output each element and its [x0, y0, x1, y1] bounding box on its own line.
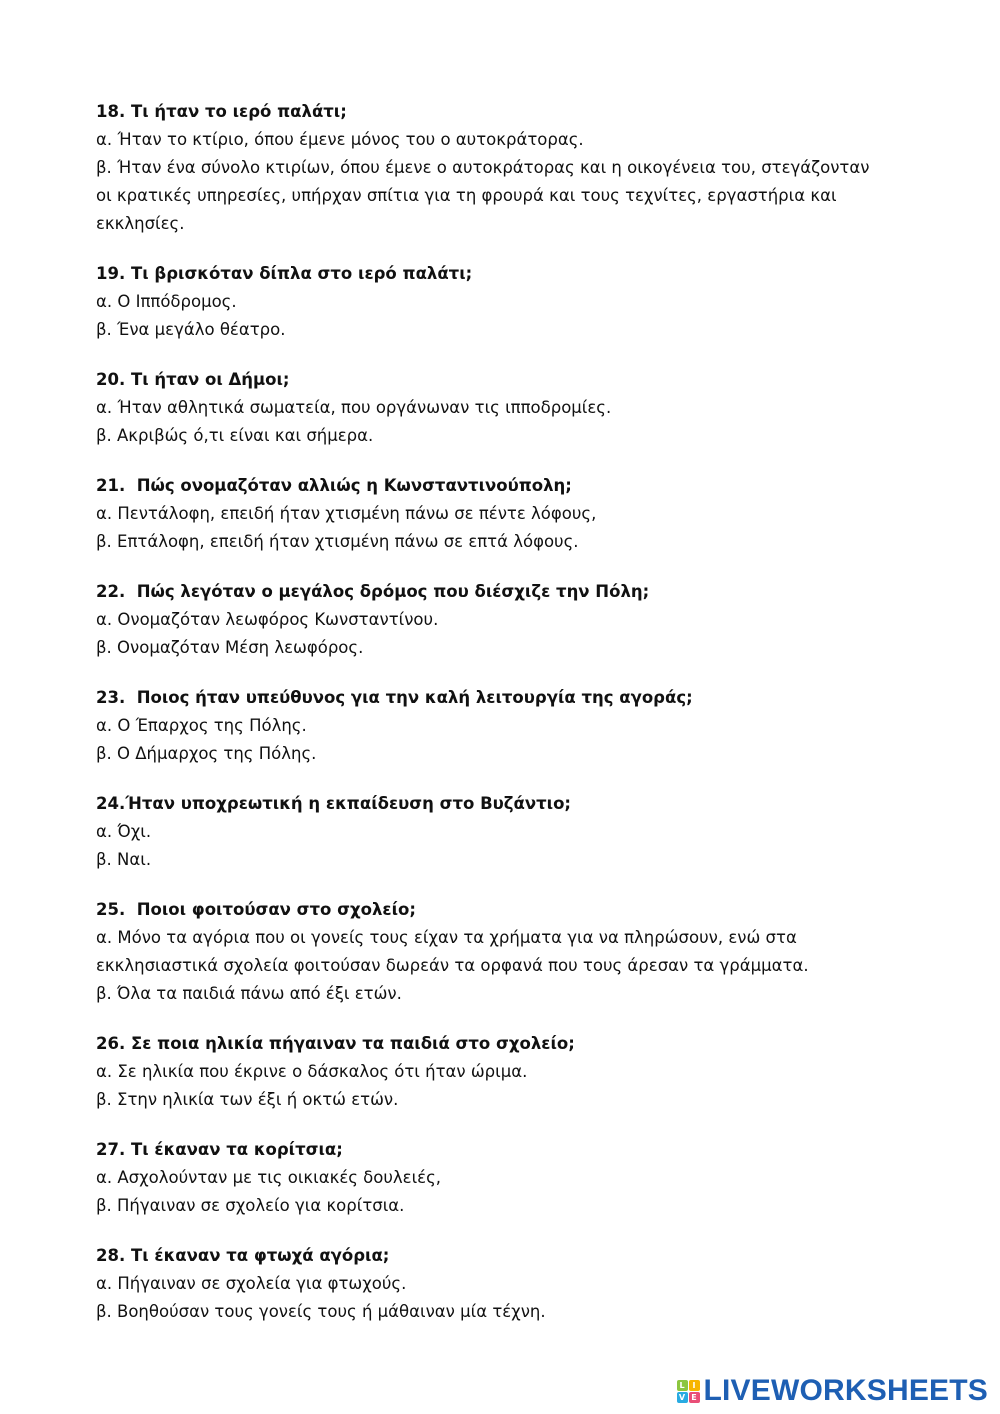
answer-option-b[interactable]: β. Όλα τα παιδιά πάνω από έξι ετών. — [96, 984, 402, 1003]
question-title: 26. Σε ποια ηλικία πήγαιναν τα παιδιά στο σχολείο; — [96, 1034, 575, 1053]
answer-option-b[interactable]: β. Βοηθούσαν τους γονείς τους ή μάθαιναν μία τέχνη. — [96, 1302, 546, 1321]
question-28 — [96, 1242, 886, 1326]
logo-letter-e: E — [689, 1392, 700, 1403]
answer-option-a[interactable]: α. Ήταν το κτίριο, όπου έμενε μόνος του ο αυτοκράτορας. — [96, 130, 584, 149]
answer-option-b[interactable]: β. Ήταν ένα σύνολο κτιρίων, όπου έμενε ο αυτοκράτορας και η οικογένεια του, στεγάζονταν οι κρατικές υπηρεσίες, υπήρχαν σπίτια για τη φρουρά και τους τεχνίτες, εργαστήρια και εκκλησίες. — [96, 158, 870, 233]
question-title: 20. Τι ήταν οι Δήμοι; — [96, 370, 290, 389]
question-24 — [96, 790, 886, 874]
question-23 — [96, 684, 886, 768]
liveworksheets-logo — [677, 1374, 989, 1408]
question-title: 28. Τι έκαναν τα φτωχά αγόρια; — [96, 1246, 390, 1265]
answer-option-a[interactable]: α. Ασχολούνταν με τις οικιακές δουλειές, — [96, 1168, 442, 1187]
question-title: 18. Τι ήταν το ιερό παλάτι; — [96, 102, 347, 121]
answer-option-b[interactable]: β. Ακριβώς ό,τι είναι και σήμερα. — [96, 426, 374, 445]
question-title: 25. Ποιοι φοιτούσαν στο σχολείο; — [96, 900, 416, 919]
answer-option-a[interactable]: α. Ονομαζόταν λεωφόρος Κωνσταντίνου. — [96, 610, 439, 629]
question-title: 21. Πώς ονομαζόταν αλλιώς η Κωνσταντινούπολη; — [96, 476, 572, 495]
answer-option-b[interactable]: β. Ο Δήμαρχος της Πόλης. — [96, 744, 317, 763]
answer-option-a[interactable]: α. Πεντάλοφη, επειδή ήταν χτισμένη πάνω σε πέντε λόφους, — [96, 504, 597, 523]
answer-option-b[interactable]: β. Πήγαιναν σε σχολείο για κορίτσια. — [96, 1196, 405, 1215]
question-title: 27. Τι έκαναν τα κορίτσια; — [96, 1140, 343, 1159]
question-22 — [96, 578, 886, 662]
logo-letter-i: I — [689, 1380, 700, 1391]
answer-option-a[interactable]: α. Ο Έπαρχος της Πόλης. — [96, 716, 307, 735]
answer-option-a[interactable]: α. Μόνο τα αγόρια που οι γονείς τους είχαν τα χρήματα για να πληρώσουν, ενώ στα εκκλησιαστικά σχολεία φοιτούσαν δωρεάν τα ορφανά που τους άρεσαν τα γράμματα. — [96, 928, 809, 975]
question-18 — [96, 98, 886, 238]
answer-option-a[interactable]: α. Πήγαιναν σε σχολεία για φτωχούς. — [96, 1274, 407, 1293]
answer-option-b[interactable]: β. Ναι. — [96, 850, 152, 869]
question-25 — [96, 896, 886, 1008]
question-title: 19. Τι βρισκόταν δίπλα στο ιερό παλάτι; — [96, 264, 473, 283]
answer-option-b[interactable]: β. Επτάλοφη, επειδή ήταν χτισμένη πάνω σε επτά λόφους. — [96, 532, 579, 551]
worksheet-content — [96, 98, 886, 1348]
answer-option-a[interactable]: α. Όχι. — [96, 822, 152, 841]
question-20 — [96, 366, 886, 450]
answer-option-b[interactable]: β. Ένα μεγάλο θέατρο. — [96, 320, 286, 339]
answer-option-a[interactable]: α. Σε ηλικία που έκρινε ο δάσκαλος ότι ήταν ώριμα. — [96, 1062, 528, 1081]
answer-option-a[interactable]: α. Ο Ιππόδρομος. — [96, 292, 237, 311]
question-title: 24.Ήταν υποχρεωτική η εκπαίδευση στο Βυζάντιο; — [96, 794, 572, 813]
question-27 — [96, 1136, 886, 1220]
logo-letter-v: V — [677, 1392, 688, 1403]
question-title: 22. Πώς λεγόταν ο μεγάλος δρόμος που διέσχιζε την Πόλη; — [96, 582, 650, 601]
answer-option-b[interactable]: β. Ονομαζόταν Μέση λεωφόρος. — [96, 638, 364, 657]
answer-option-a[interactable]: α. Ήταν αθλητικά σωματεία, που οργάνωναν τις ιπποδρομίες. — [96, 398, 612, 417]
question-26 — [96, 1030, 886, 1114]
logo-letter-l: L — [677, 1380, 688, 1391]
question-title: 23. Ποιος ήταν υπεύθυνος για την καλή λειτουργία της αγοράς; — [96, 688, 693, 707]
live-logo-icon — [677, 1380, 700, 1403]
answer-option-b[interactable]: β. Στην ηλικία των έξι ή οκτώ ετών. — [96, 1090, 399, 1109]
question-21 — [96, 472, 886, 556]
question-19 — [96, 260, 886, 344]
logo-wordmark: LIVEWORKSHEETS — [703, 1374, 988, 1407]
